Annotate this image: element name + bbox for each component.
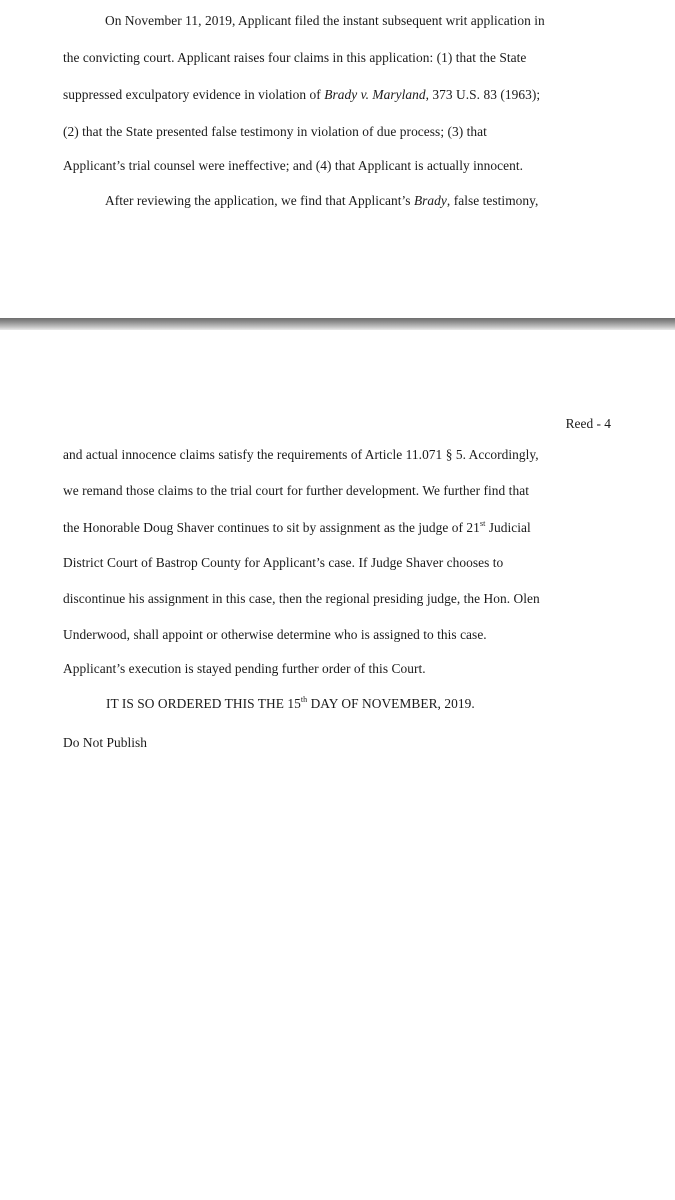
line-text: Judicial: [485, 520, 531, 535]
page-divider: [0, 318, 675, 330]
line-text: the convicting court. Applicant raises four claims in this application: (1) that the State: [63, 50, 527, 65]
paragraph-line: [63, 520, 531, 536]
running-header: Reed - 4: [565, 416, 611, 431]
line-text: District Court of Bastrop County for Applicant’s case. If Judge Shaver chooses to: [63, 555, 504, 570]
line-text: Applicant’s execution is stayed pending further order of this Court.: [63, 661, 426, 676]
paragraph-line: [63, 50, 526, 66]
paragraph-line: [63, 158, 523, 174]
line-text: we remand those claims to the trial court for further development. We further find that: [63, 483, 529, 498]
paragraph-line: [105, 13, 545, 29]
line-text: the Honorable Doug Shaver continues to sit by assignment as the judge of 21: [63, 520, 480, 535]
line-text: (2) that the State presented false testimony in violation of due process; (3) that: [63, 124, 487, 139]
case-citation: Brady: [413, 193, 447, 208]
line-text: On November 11, 2019, Applicant filed the instant subsequent writ application in: [105, 13, 545, 28]
line-text: After reviewing the application, we find that Applicant’s: [105, 193, 414, 208]
line-text: , false testimony,: [446, 193, 539, 208]
document-page-3-fragment: [0, 0, 675, 318]
line-text: and actual innocence claims satisfy the requirements of Article 11.071 § 5. Accordingly,: [63, 447, 539, 462]
paragraph-line: [105, 193, 538, 209]
document-page-4: [0, 330, 675, 1200]
paragraph-line: [63, 483, 529, 499]
ordinal-suffix: th: [300, 694, 308, 704]
line-text: Underwood, shall appoint or otherwise determine who is assigned to this case.: [63, 627, 487, 642]
paragraph-line: [63, 627, 487, 643]
paragraph-line: [63, 124, 487, 140]
paragraph-line: [63, 87, 540, 103]
line-text: DAY OF NOVEMBER, 2019.: [307, 696, 475, 711]
line-text: IT IS SO ORDERED THIS THE 15: [106, 696, 301, 711]
case-citation: Brady v. Maryland: [324, 87, 426, 102]
paragraph-line: [63, 447, 539, 463]
paragraph-line: [63, 555, 503, 571]
order-statement: [106, 696, 475, 712]
ordinal-suffix: st: [479, 518, 486, 528]
line-text: suppressed exculpatory evidence in violation of: [63, 87, 325, 102]
publication-note: Do Not Publish: [63, 735, 148, 750]
line-text: Applicant’s trial counsel were ineffective; and (4) that Applicant is actually innocent.: [63, 158, 524, 173]
line-text: , 373 U.S. 83 (1963);: [425, 87, 541, 102]
paragraph-line: [63, 591, 540, 607]
paragraph-line: [63, 661, 426, 677]
line-text: discontinue his assignment in this case, then the regional presiding judge, the Hon. Olen: [63, 591, 540, 606]
